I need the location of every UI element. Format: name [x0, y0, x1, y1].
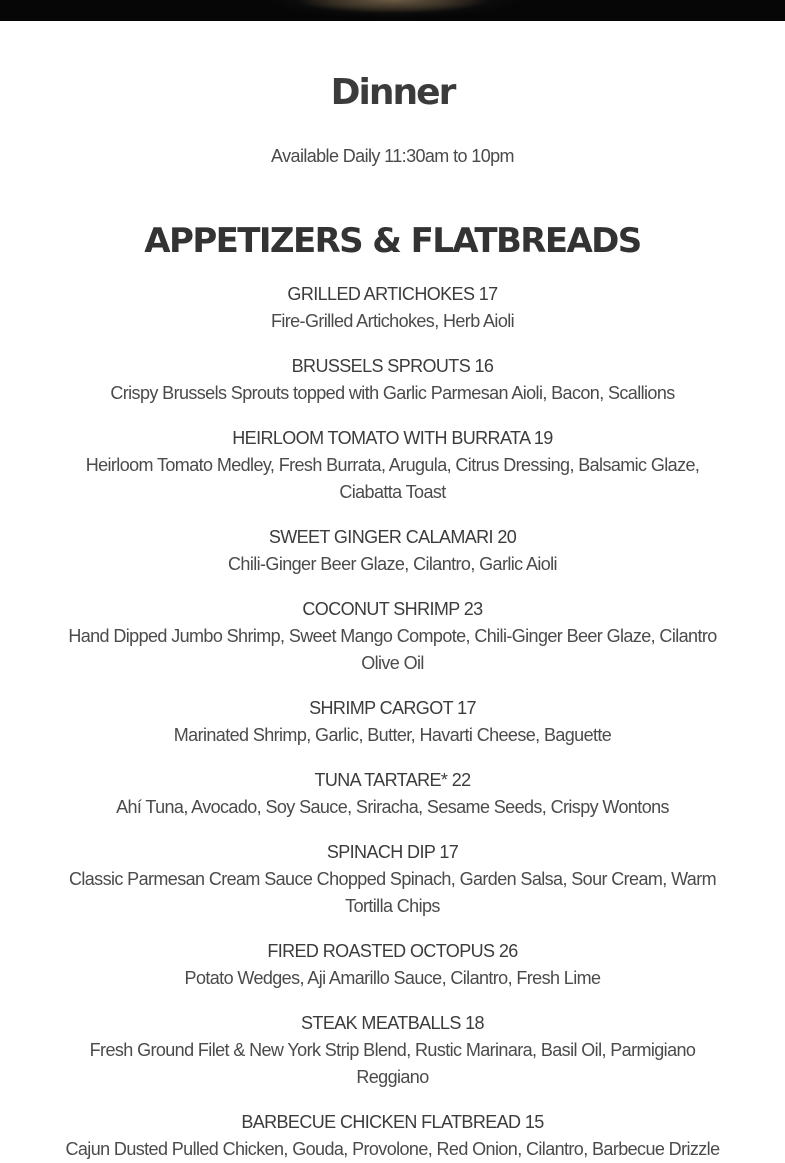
menu-item-description: Chili-Ginger Beer Glaze, Cilantro, Garlic Aioli: [228, 554, 557, 574]
menu-item-name: STEAK MEATBALLS 18: [301, 1013, 484, 1033]
menu-item-description: Crispy Brussels Sprouts topped with Garlic Parmesan Aioli, Bacon, Scallions: [110, 383, 675, 403]
menu-item-name: HEIRLOOM TOMATO WITH BURRATA 19: [232, 428, 553, 448]
menu-item: [60, 1109, 725, 1163]
menu-item: [60, 353, 725, 407]
menu-item-name: BRUSSELS SPROUTS 16: [291, 356, 494, 376]
menu-item-description: Ahí Tuna, Avocado, Soy Sauce, Sriracha, Sesame Seeds, Crispy Wontons: [116, 797, 669, 817]
menu-item: [60, 938, 725, 992]
menu-item-list: [0, 281, 785, 1163]
menu-item: [60, 1010, 725, 1091]
menu-availability: Available Daily 11:30am to 10pm: [271, 146, 514, 166]
menu-item-description: Cajun Dusted Pulled Chicken, Gouda, Provolone, Red Onion, Cilantro, Barbecue Drizzle: [65, 1139, 720, 1159]
menu-item-name: SWEET GINGER CALAMARI 20: [268, 527, 517, 547]
menu-item: [60, 524, 725, 578]
menu-item: [60, 695, 725, 749]
menu-item: [60, 425, 725, 506]
menu-item-description: Hand Dipped Jumbo Shrimp, Sweet Mango Compote, Chili-Ginger Beer Glaze, Cilantro Olive Oil: [68, 626, 717, 673]
menu-item-description: Potato Wedges, Aji Amarillo Sauce, Cilantro, Fresh Lime: [184, 968, 601, 988]
menu-item: [60, 281, 725, 335]
menu-item-description: Fire-Grilled Artichokes, Herb Aioli: [270, 311, 515, 331]
menu-item: [60, 839, 725, 920]
menu-item-name: SHRIMP CARGOT 17: [309, 698, 476, 718]
menu-item-description: Marinated Shrimp, Garlic, Butter, Havarti Cheese, Baguette: [173, 725, 612, 745]
menu-item-name: COCONUT SHRIMP 23: [302, 599, 483, 619]
menu-item-name: SPINACH DIP 17: [326, 842, 459, 862]
menu-title: Dinner: [330, 72, 455, 113]
menu-item-description: Classic Parmesan Cream Sauce Chopped Spinach, Garden Salsa, Sour Cream, Warm Tortilla Chips: [68, 869, 717, 916]
menu-item: [60, 767, 725, 821]
menu-item-description: Heirloom Tomato Medley, Fresh Burrata, Arugula, Citrus Dressing, Balsamic Glaze, Ciabatta Toast: [85, 455, 700, 502]
menu-item-name: FIRED ROASTED OCTOPUS 26: [267, 941, 518, 961]
hero-image: [0, 0, 785, 21]
menu-item-name: BARBECUE CHICKEN FLATBREAD 15: [241, 1112, 544, 1132]
menu-item: [60, 596, 725, 677]
section-title: APPETIZERS & FLATBREADS: [144, 221, 641, 261]
menu-item-description: Fresh Ground Filet & New York Strip Blend, Rustic Marinara, Basil Oil, Parmigiano Reggiano: [89, 1040, 696, 1087]
menu-item-name: GRILLED ARTICHOKES 17: [287, 284, 498, 304]
menu-item-name: TUNA TARTARE* 22: [314, 770, 471, 790]
